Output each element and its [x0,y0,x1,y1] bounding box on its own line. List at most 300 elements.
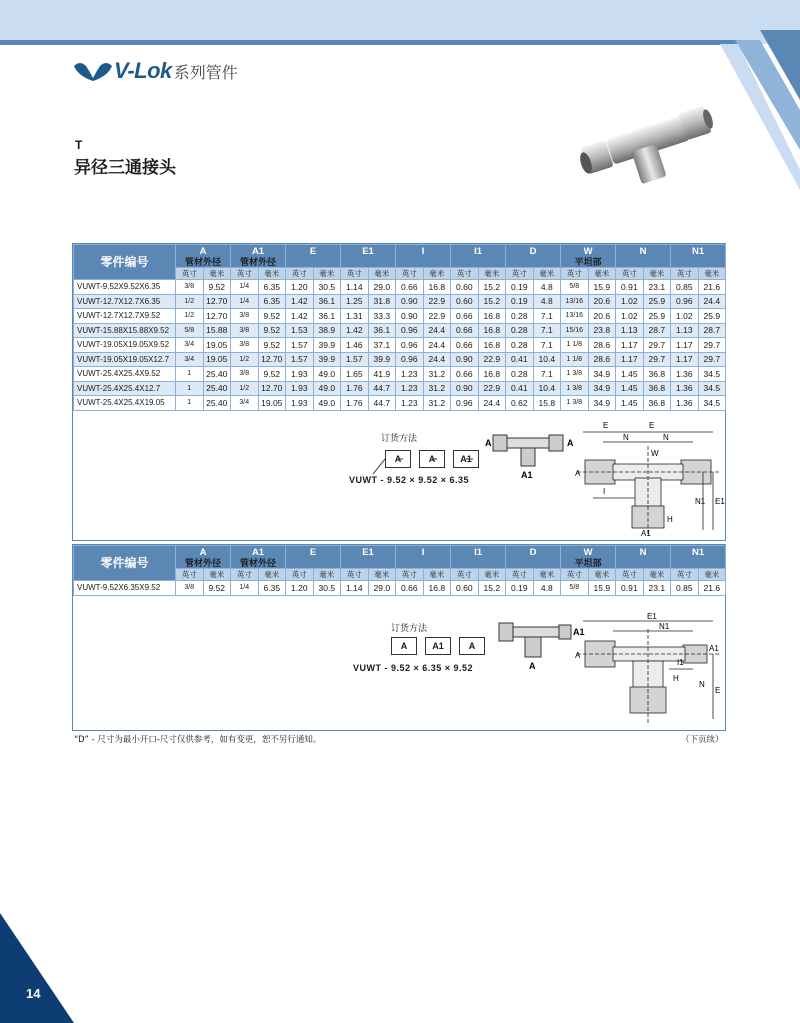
t1-unit-label: 毫米 [588,268,616,280]
table-cell: 0.91 [616,581,644,596]
table-cell: 12.70 [258,381,286,396]
t2-unit-label: 英寸 [396,569,424,581]
table-cell: 49.0 [313,367,341,382]
table-cell: 24.4 [478,396,506,411]
table-cell: 28.6 [588,338,616,353]
table-cell: 1.14 [341,280,369,295]
table-cell: 1.13 [616,323,644,338]
table-cell: 24.4 [423,352,451,367]
table-cell: 1.17 [616,352,644,367]
t1-col-a [176,245,231,268]
table-cell: 1.76 [341,381,369,396]
table-cell: 0.60 [451,581,479,596]
table-cell: 0.85 [671,280,699,295]
dimensions-panel-1 [72,243,726,541]
t2-unit-label: 英寸 [451,569,479,581]
t2-unit-label: 英寸 [671,569,699,581]
table-cell: 25.9 [643,294,671,309]
t1-col-n1 [671,245,726,268]
table-cell: 1.23 [396,396,424,411]
t2-col-n1 [671,546,726,569]
top-rule [0,40,760,45]
table-cell: 36.8 [643,396,671,411]
page-number: 14 [26,986,41,1001]
t1-unit-label: 英寸 [231,268,259,280]
table-cell: 15.9 [588,581,616,596]
table-cell: 0.66 [451,309,479,324]
table-cell: 0.66 [451,367,479,382]
table-cell: 1.93 [286,396,314,411]
table-cell: 15.8 [533,396,561,411]
t2-col-name: D [529,547,537,558]
t1-unit-label: 英寸 [506,268,534,280]
order-box-2-2: A1 [425,637,451,655]
table-cell: 0.28 [506,367,534,382]
table-cell: 34.5 [698,367,726,382]
table-cell: 25.9 [643,309,671,324]
table-cell: 1.93 [286,381,314,396]
table-cell: 16.8 [478,323,506,338]
t2-unit-label: 毫米 [258,569,286,581]
table-cell: 0.96 [451,396,479,411]
label-n-2: N [699,680,705,689]
label-a1-2: A1 [709,644,719,653]
table-cell: 9.52 [203,280,231,295]
part-number-cell: VUWT-12.7X12.7X6.35 [74,294,176,309]
t1-col-name: E [309,246,317,257]
table-cell: 1.42 [341,323,369,338]
t1-unit-label: 英寸 [671,268,699,280]
table-cell: 41.9 [368,367,396,382]
table-cell: 1 3/8 [561,367,589,382]
table-cell: 1.23 [396,367,424,382]
table-row [74,309,726,324]
table-cell: 9.52 [258,367,286,382]
dimensions-table-1 [73,244,726,411]
table-cell: 7.1 [533,309,561,324]
t1-col-n [616,245,671,268]
table-cell: 0.19 [506,294,534,309]
t2-col-subtitle: 平坦部 [574,558,602,568]
order-box-3: A1 [453,450,479,468]
table-cell: 15.2 [478,581,506,596]
table-cell: 1/2 [231,352,259,367]
table-cell: 25.40 [203,367,231,382]
table-row [74,352,726,367]
table-cell: 20.6 [588,294,616,309]
order-method-label: 订货方法 [381,434,418,444]
table-cell: 0.96 [396,338,424,353]
table-row [74,338,726,353]
label-n: N [623,433,629,442]
table-cell: 1.02 [616,294,644,309]
table-cell: 1.02 [616,309,644,324]
table-cell: 3/8 [231,338,259,353]
part-number-cell: VUWT-19.05X19.05X9.52 [74,338,176,353]
table-cell: 0.28 [506,338,534,353]
table-cell: 6.35 [258,294,286,309]
logo-text: V-Lok [114,58,172,83]
t2-unit-label: 英寸 [231,569,259,581]
t2-unit-label: 毫米 [698,569,726,581]
table-cell: 13/16 [561,294,589,309]
t2-col-name: N [639,547,647,558]
order-code-2: VUWT - 9.52 × 6.35 × 9.52 [353,663,474,673]
label-n1: N1 [695,497,706,506]
table-cell: 0.28 [506,309,534,324]
table-cell: 25.40 [203,381,231,396]
t2-unit-label: 英寸 [286,569,314,581]
table-cell: 1.57 [341,352,369,367]
table-cell: 1.76 [341,396,369,411]
table-cell: 1.17 [671,352,699,367]
col-part-number-2: 零件编号 [74,546,176,581]
table-cell: 10.4 [533,381,561,396]
table-cell: 1 [176,381,204,396]
table-cell: 6.35 [258,280,286,295]
table-cell: 49.0 [313,381,341,396]
table-cell: 36.8 [643,381,671,396]
table-cell: 1.31 [341,309,369,324]
table-cell: 1.36 [671,367,699,382]
table-cell: 28.7 [698,323,726,338]
col-part-number: 零件编号 [74,245,176,280]
table-cell: 1 [176,396,204,411]
t2-col-subtitle: 管材外径 [240,558,277,568]
table-row [74,323,726,338]
table-cell: 10.4 [533,352,561,367]
table-cell: 3/8 [176,280,204,295]
table-cell: 25.9 [698,309,726,324]
table-cell: 3/8 [231,323,259,338]
part-number-cell: VUWT-19.05X19.05X12.7 [74,352,176,367]
table-cell: 0.96 [396,323,424,338]
t2-col-i1 [451,546,506,569]
table-cell: 3/4 [176,338,204,353]
table-cell: 1.23 [396,381,424,396]
table-cell: 9.52 [203,581,231,596]
table-cell: 29.7 [643,338,671,353]
table-cell: 44.7 [368,396,396,411]
table-cell: 16.8 [478,367,506,382]
t1-col-name: W [583,246,593,257]
table-cell: 15.2 [478,280,506,295]
table-cell: 0.66 [396,280,424,295]
t1-col-name: N1 [691,246,705,257]
dimensions-table-2 [73,545,726,596]
t2-unit-label: 英寸 [616,569,644,581]
table-cell: 1.45 [616,396,644,411]
t2-unit-label: 毫米 [478,569,506,581]
table-row [74,381,726,396]
table-cell: 4.8 [533,294,561,309]
t2-col-n [616,546,671,569]
table-cell: 21.6 [698,581,726,596]
table-cell: 0.66 [451,338,479,353]
table-cell: 0.66 [396,581,424,596]
label-e-left: E [603,421,609,430]
table-cell: 0.90 [396,294,424,309]
table-cell: 31.2 [423,367,451,382]
table-cell: 1/4 [231,581,259,596]
order-box-2-1: A [391,637,417,655]
section-letter: T [75,138,83,152]
label-e: E [649,421,655,430]
t1-unit-label: 毫米 [368,268,396,280]
t2-col-name: A1 [251,547,265,558]
table-cell: 5/8 [561,280,589,295]
table-cell: 34.9 [588,367,616,382]
label-n1-2: N1 [659,622,670,631]
logo-mark-icon [72,60,114,82]
table-cell: 1.17 [671,338,699,353]
label-a-left: A [485,438,492,448]
table-cell: 15.2 [478,294,506,309]
t1-unit-label: 英寸 [396,268,424,280]
t2-col-name: I1 [474,547,483,558]
t1-col-e1 [341,245,396,268]
table-cell: 3/4 [176,352,204,367]
table-cell: 13/16 [561,309,589,324]
t2-unit-label: 英寸 [176,569,204,581]
table-cell: 0.28 [506,323,534,338]
t2-unit-label: 毫米 [313,569,341,581]
table-cell: 1 1/8 [561,352,589,367]
label-e1-2: E1 [647,612,657,621]
t2-col-name: E1 [362,547,374,558]
brand-logo [72,56,238,86]
table-cell: 1.13 [671,323,699,338]
table-cell: 1.42 [286,309,314,324]
t1-col-name: I1 [474,246,483,257]
table-cell: 16.8 [423,280,451,295]
table-cell: 38.9 [313,323,341,338]
label-i1-2: I1 [677,658,684,667]
t1-col-subtitle: 管材外径 [240,257,277,267]
table-cell: 5/8 [176,323,204,338]
page-title: 异径三通接头 [74,158,176,178]
part-number-cell: VUWT-25.4X25.4X9.52 [74,367,176,382]
t2-col-i [396,546,451,569]
label-e1: E1 [715,497,725,506]
label-e-2: E [715,686,721,695]
table-cell: 49.0 [313,396,341,411]
table-cell: 0.62 [506,396,534,411]
t1-unit-label: 英寸 [451,268,479,280]
table-cell: 29.7 [643,352,671,367]
t2-unit-label: 英寸 [561,569,589,581]
top-banner [0,0,800,44]
table-cell: 1/2 [176,294,204,309]
t2-col-a [176,546,231,569]
table-cell: 1 3/8 [561,381,589,396]
tee-schematic-small-2 [495,615,585,675]
table-cell: 23.1 [643,581,671,596]
table-cell: 1.20 [286,581,314,596]
t2-col-name: I [421,547,425,558]
table-cell: 31.2 [423,396,451,411]
t1-col-i [396,245,451,268]
order-connector-lines-1 [363,448,493,476]
t1-unit-label: 英寸 [561,268,589,280]
table-cell: 7.1 [533,338,561,353]
table-cell: 1/4 [231,280,259,295]
order-box-2-3: A [459,637,485,655]
table-cell: 0.91 [616,280,644,295]
t2-col-e1 [341,546,396,569]
label-a-right: A [567,438,574,448]
part-number-cell: VUWT-15.88X15.88X9.52 [74,323,176,338]
table-cell: 39.9 [368,352,396,367]
table-cell: 1.25 [341,294,369,309]
dimensions-panel-2 [72,544,726,731]
table-cell: 5/8 [561,581,589,596]
order-box-2: A [419,450,445,468]
table-cell: 36.1 [313,309,341,324]
table-cell: 1.46 [341,338,369,353]
table-cell: 22.9 [423,309,451,324]
t1-col-a1 [231,245,286,268]
table-cell: 0.66 [451,323,479,338]
t1-col-subtitle: 管材外径 [185,257,222,267]
table-cell: 4.8 [533,280,561,295]
table-cell: 15.88 [203,323,231,338]
table-cell: 29.0 [368,581,396,596]
table-cell: 1.93 [286,367,314,382]
page-corner-tab [0,913,80,1023]
table-cell: 24.4 [423,338,451,353]
table-cell: 3/8 [231,309,259,324]
table-cell: 39.9 [313,338,341,353]
t1-col-name: E1 [362,246,374,257]
table-row [74,294,726,309]
table-cell: 37.1 [368,338,396,353]
t2-col-d [506,546,561,569]
label-n-right: N [663,433,669,442]
table-cell: 34.5 [698,381,726,396]
table-cell: 3/4 [231,396,259,411]
t2-unit-label: 英寸 [506,569,534,581]
table-cell: 0.19 [506,581,534,596]
t1-col-i1 [451,245,506,268]
table-cell: 34.9 [588,396,616,411]
table-cell: 28.6 [588,352,616,367]
label-a1-right-2: A1 [573,627,585,637]
t1-unit-label: 英寸 [176,268,204,280]
table-cell: 0.90 [451,352,479,367]
label-h-2: H [673,674,679,683]
table-cell: 1.45 [616,381,644,396]
table-cell: 1.02 [671,309,699,324]
table-cell: 7.1 [533,367,561,382]
t2-col-e [286,546,341,569]
tee-dimension-drawing-2 [573,611,723,729]
part-number-cell: VUWT-25.4X25.4X12.7 [74,381,176,396]
table-cell: 3/8 [231,367,259,382]
t2-unit-label: 毫米 [423,569,451,581]
reducing-tee-photo [578,95,718,195]
t1-unit-label: 毫米 [478,268,506,280]
table-cell: 22.9 [478,381,506,396]
label-a-dim: A [575,469,581,478]
table-cell: 0.90 [396,309,424,324]
t2-unit-label: 英寸 [341,569,369,581]
table-cell: 36.1 [368,323,396,338]
t1-col-name: D [529,246,537,257]
label-h: H [667,515,673,524]
table-cell: 19.05 [203,352,231,367]
t1-col-d [506,245,561,268]
t1-unit-label: 毫米 [203,268,231,280]
t2-col-name: N1 [691,547,705,558]
label-i: I [603,487,606,496]
table-cell: 7.1 [533,323,561,338]
table-cell: 16.8 [478,309,506,324]
table-row [74,396,726,411]
t1-col-subtitle: 平坦部 [574,257,602,267]
table-cell: 0.96 [671,294,699,309]
tee-schematic-small-1 [485,424,575,484]
table-cell: 30.5 [313,581,341,596]
t1-col-name: I [421,246,425,257]
table-cell: 1 3/8 [561,396,589,411]
part-number-cell: VUWT-9.52X6.35X9.52 [74,581,176,596]
table-cell: 15.9 [588,280,616,295]
table-cell: 31.8 [368,294,396,309]
table-cell: 29.7 [698,352,726,367]
table-cell: 36.8 [643,367,671,382]
table-cell: 0.90 [451,381,479,396]
table-cell: 24.4 [698,294,726,309]
table-cell: 1.17 [616,338,644,353]
table-cell: 1.65 [341,367,369,382]
table-cell: 22.9 [423,294,451,309]
table-cell: 23.1 [643,280,671,295]
table-cell: 1/4 [231,294,259,309]
table-cell: 1.57 [286,352,314,367]
t1-col-name: A1 [251,246,265,257]
order-method-label-2: 订货方法 [391,624,428,634]
table-cell: 29.7 [698,338,726,353]
table-cell: 20.6 [588,309,616,324]
t1-unit-label: 毫米 [643,268,671,280]
table-cell: 1.57 [286,338,314,353]
table-row [74,367,726,382]
t2-unit-label: 毫米 [643,569,671,581]
table-cell: 25.40 [203,396,231,411]
table-cell: 1.42 [286,294,314,309]
label-a-bottom-2: A [529,661,536,671]
table-cell: 22.9 [478,352,506,367]
t2-col-name: E [309,547,317,558]
label-a-2: A [575,651,581,660]
t1-unit-label: 英寸 [341,268,369,280]
table-cell: 19.05 [258,396,286,411]
table-cell: 44.7 [368,381,396,396]
table-cell: 9.52 [258,323,286,338]
label-a1-dim: A1 [641,529,651,538]
table-cell: 1 [176,367,204,382]
t2-col-name: A [199,547,207,558]
table-cell: 15/16 [561,323,589,338]
table-cell: 6.35 [258,581,286,596]
table-cell: 39.9 [313,352,341,367]
label-w: W [651,449,659,458]
table-cell: 1/2 [231,381,259,396]
table-row [74,280,726,295]
t1-unit-label: 英寸 [286,268,314,280]
table-cell: 12.70 [258,352,286,367]
